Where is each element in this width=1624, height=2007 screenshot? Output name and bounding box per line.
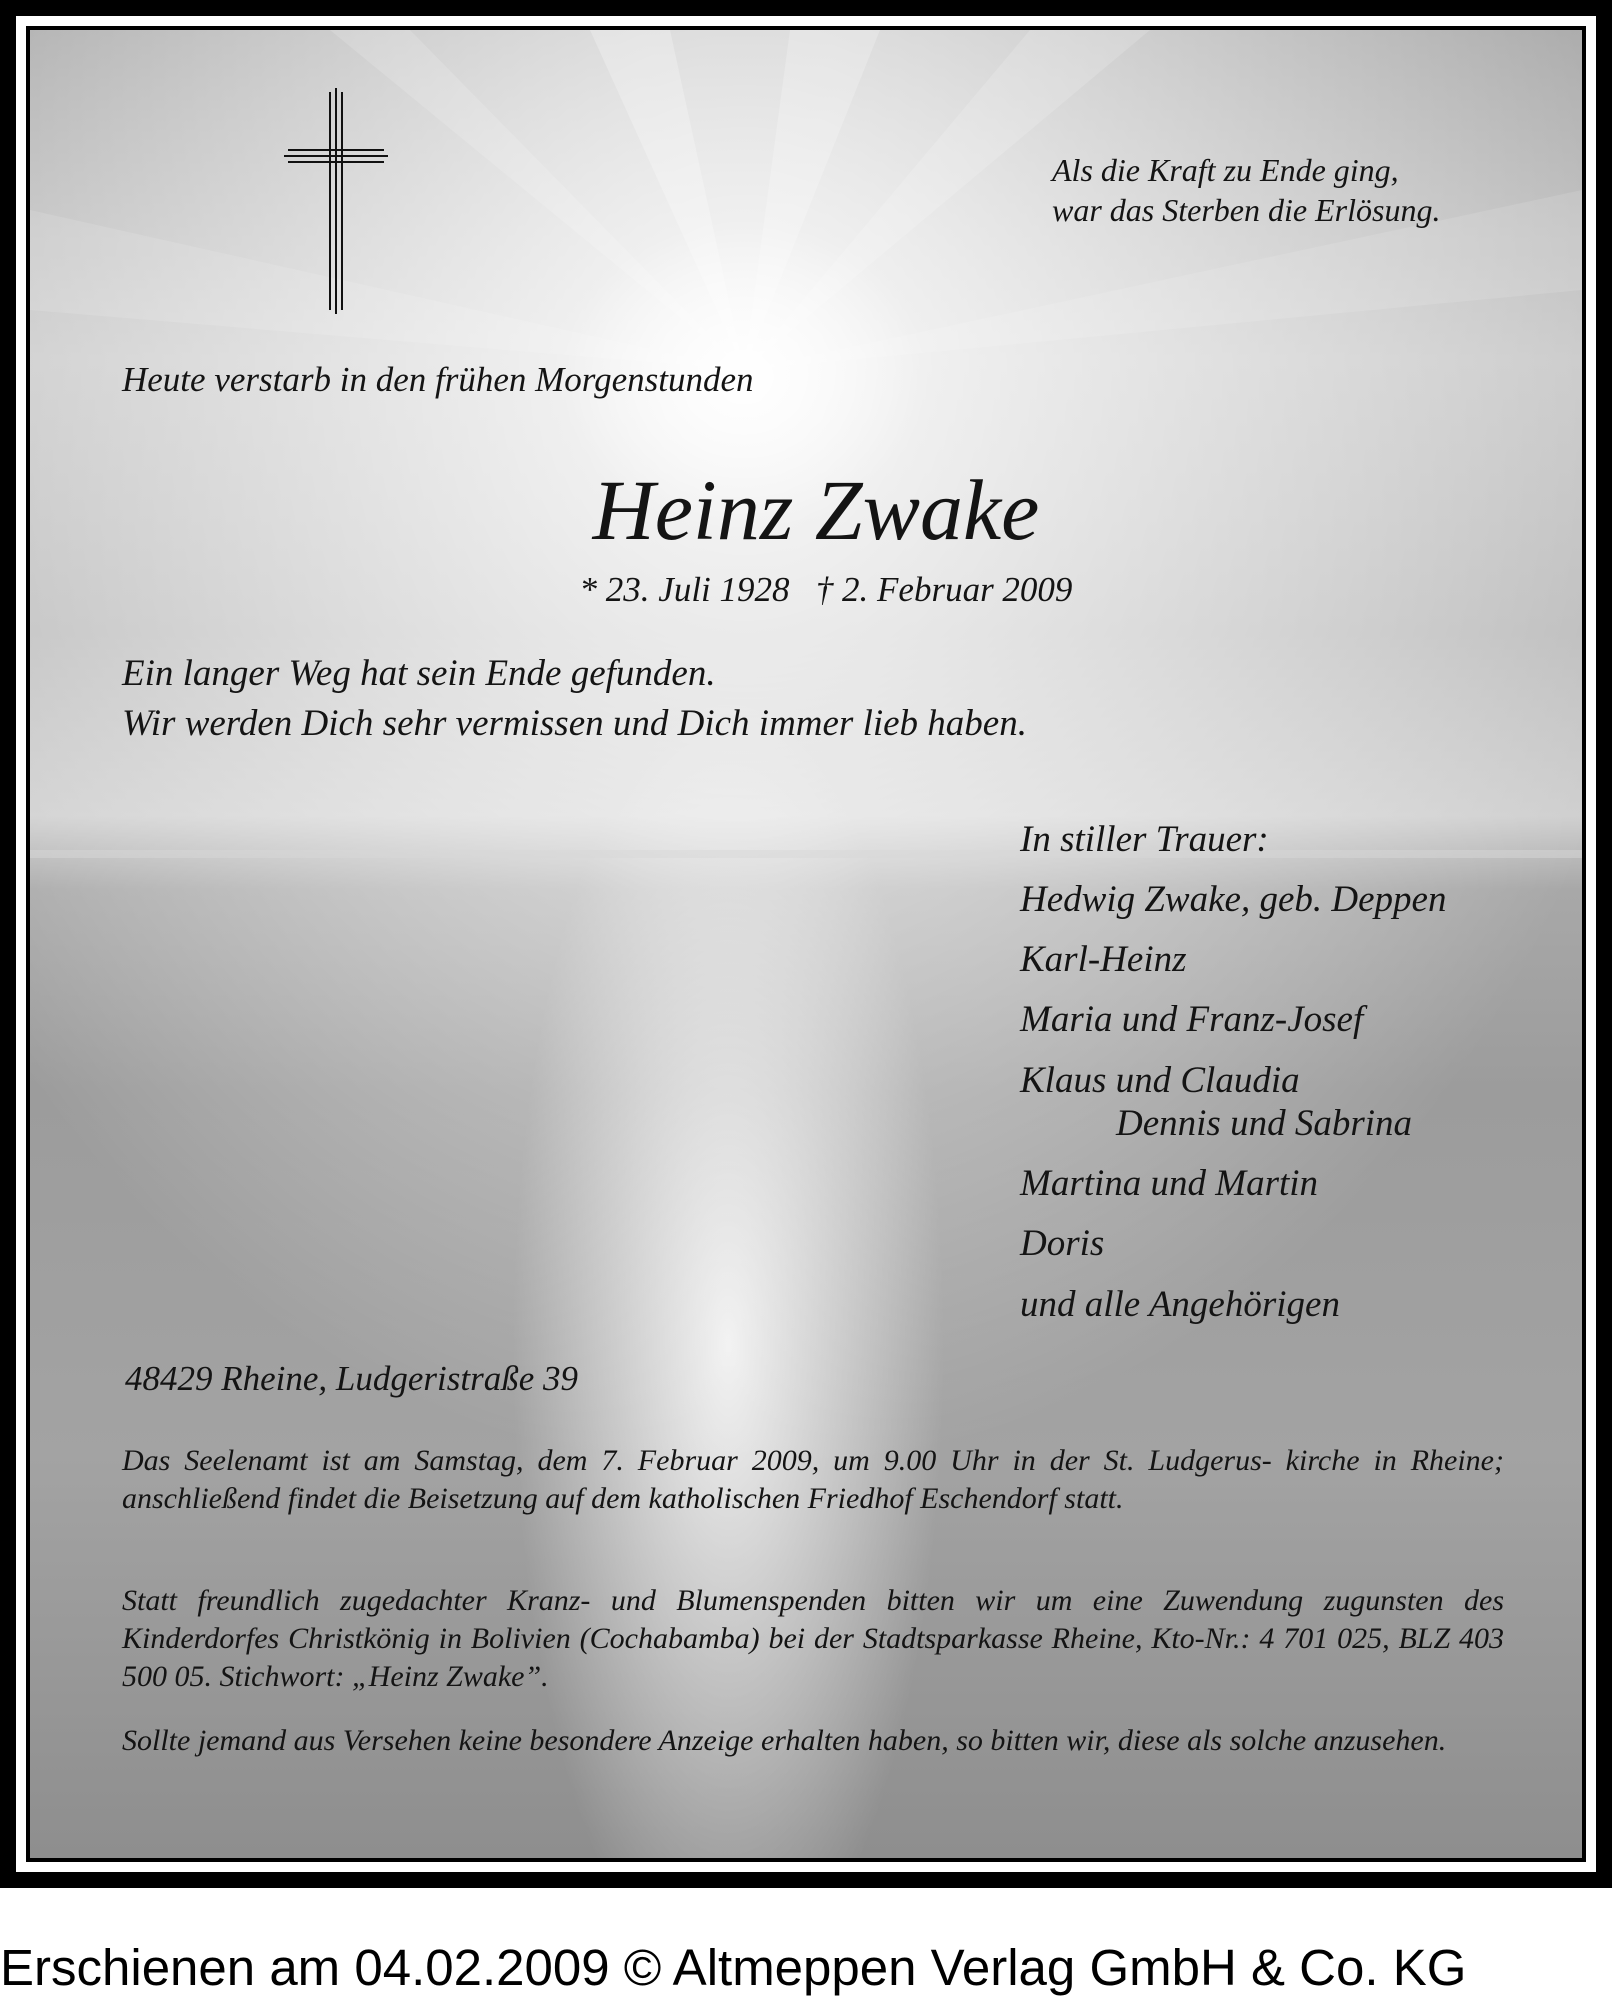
mourner-name: Martina und Martin [1020, 1163, 1319, 1204]
deceased-name: Heinz Zwake [592, 462, 1040, 558]
motto-line-2: war das Sterben die Erlösung. [1052, 192, 1441, 228]
mourner-name: Doris [1020, 1223, 1105, 1264]
poem-line-1: Ein langer Weg hat sein Ende gefunden. [122, 653, 716, 694]
intro-text: Heute verstarb in den frühen Morgenstunden [122, 360, 754, 399]
mourner-name: Maria und Franz-Josef [1020, 999, 1364, 1040]
mourner-name: Klaus und Claudia [1020, 1060, 1300, 1101]
poem-line-2: Wir werden Dich sehr vermissen und Dich immer lieb haben. [122, 703, 1027, 744]
funeral-paragraph: Das Seelenamt ist am Samstag, dem 7. Februar 2009, um 9.00 Uhr in der St. Ludgerus- kirche in Rheine; anschließend findet die Beisetzung auf dem katholischen Friedhof Eschendorf statt. [122, 1444, 1504, 1515]
latin-cross-icon [284, 88, 388, 314]
mourner-name: Dennis und Sabrina [1116, 1103, 1412, 1144]
address: 48429 Rheine, Ludgeristraße 39 [125, 1359, 579, 1398]
mourner-name: Hedwig Zwake, geb. Deppen [1020, 879, 1447, 920]
publication-footer: Erschienen am 04.02.2009 © Altmeppen Verlag GmbH & Co. KG [0, 1939, 1467, 1996]
mourner-name: und alle Angehörigen [1020, 1284, 1340, 1325]
mourners-heading: In stiller Trauer: [1020, 819, 1269, 860]
donation-paragraph: Statt freundlich zugedachter Kranz- und Blumenspenden bitten wir um eine Zuwendung zugunsten des Kinderdorfes Christkönig in Bolivien (Cochabamba) bei der Stadtsparkasse Rheine, Kto-Nr.: 4 701 025, BLZ 403 500 05. Stichwort: „Heinz Zwake”. [122, 1584, 1504, 1693]
notice-paragraph: Sollte jemand aus Versehen keine besondere Anzeige erhalten haben, so bitten wir, diese als solche anzusehen. [122, 1724, 1447, 1757]
motto-line-1: Als die Kraft zu Ende ging, [1052, 152, 1399, 188]
sunset-sea-background [30, 30, 1582, 1858]
life-dates: * 23. Juli 1928 † 2. Februar 2009 [579, 570, 1073, 609]
mourner-name: Karl-Heinz [1020, 939, 1187, 980]
